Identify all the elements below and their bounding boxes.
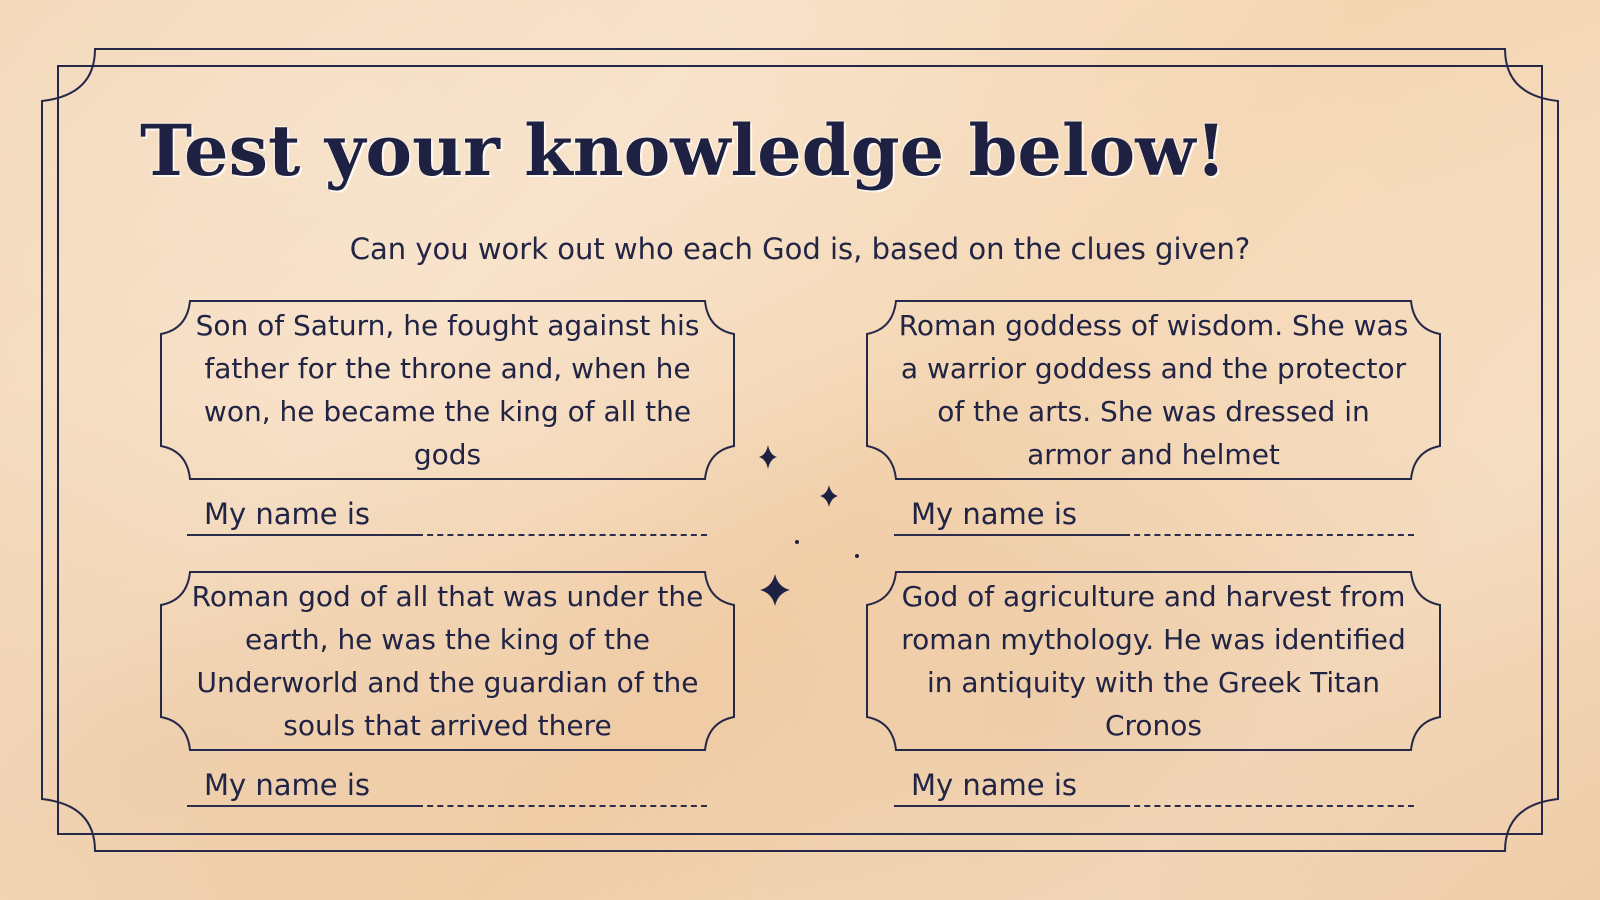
answer-line-3[interactable]	[187, 767, 707, 807]
clue-text: Roman god of all that was under the earth, he was the king of the Underworld and the guardian of the souls that arrived there	[191, 580, 704, 742]
answer-dashed-line	[1124, 534, 1414, 536]
answer-label: My name is	[911, 497, 1078, 531]
answer-label: My name is	[911, 768, 1078, 802]
page-title: Test your knowledge below!	[140, 109, 1227, 192]
clue-card-4	[866, 571, 1441, 751]
clue-card-3	[160, 571, 735, 751]
answer-underline	[894, 534, 1124, 536]
answer-line-4[interactable]	[894, 767, 1414, 807]
answer-dashed-line	[1124, 805, 1414, 807]
clue-card-2	[866, 300, 1441, 480]
answer-dashed-line	[417, 805, 707, 807]
answer-line-1[interactable]	[187, 496, 707, 536]
clue-card-1	[160, 300, 735, 480]
clue-text: Roman goddess of wisdom. She was a warrior goddess and the protector of the arts. She was dressed in armor and helmet	[898, 309, 1409, 471]
answer-line-2[interactable]	[894, 496, 1414, 536]
clue-text: Son of Saturn, he fought against his father for the throne and, when he won, he became the king of all the gods	[195, 309, 700, 471]
answer-underline	[894, 805, 1124, 807]
clue-text: God of agriculture and harvest from roman mythology. He was identified in antiquity with the Greek Titan Cronos	[901, 580, 1406, 742]
answer-underline	[187, 805, 417, 807]
answer-label: My name is	[204, 768, 371, 802]
answer-label: My name is	[204, 497, 371, 531]
answer-underline	[187, 534, 417, 536]
instructions-text: Can you work out who each God is, based on the clues given?	[349, 232, 1251, 266]
answer-dashed-line	[417, 534, 707, 536]
